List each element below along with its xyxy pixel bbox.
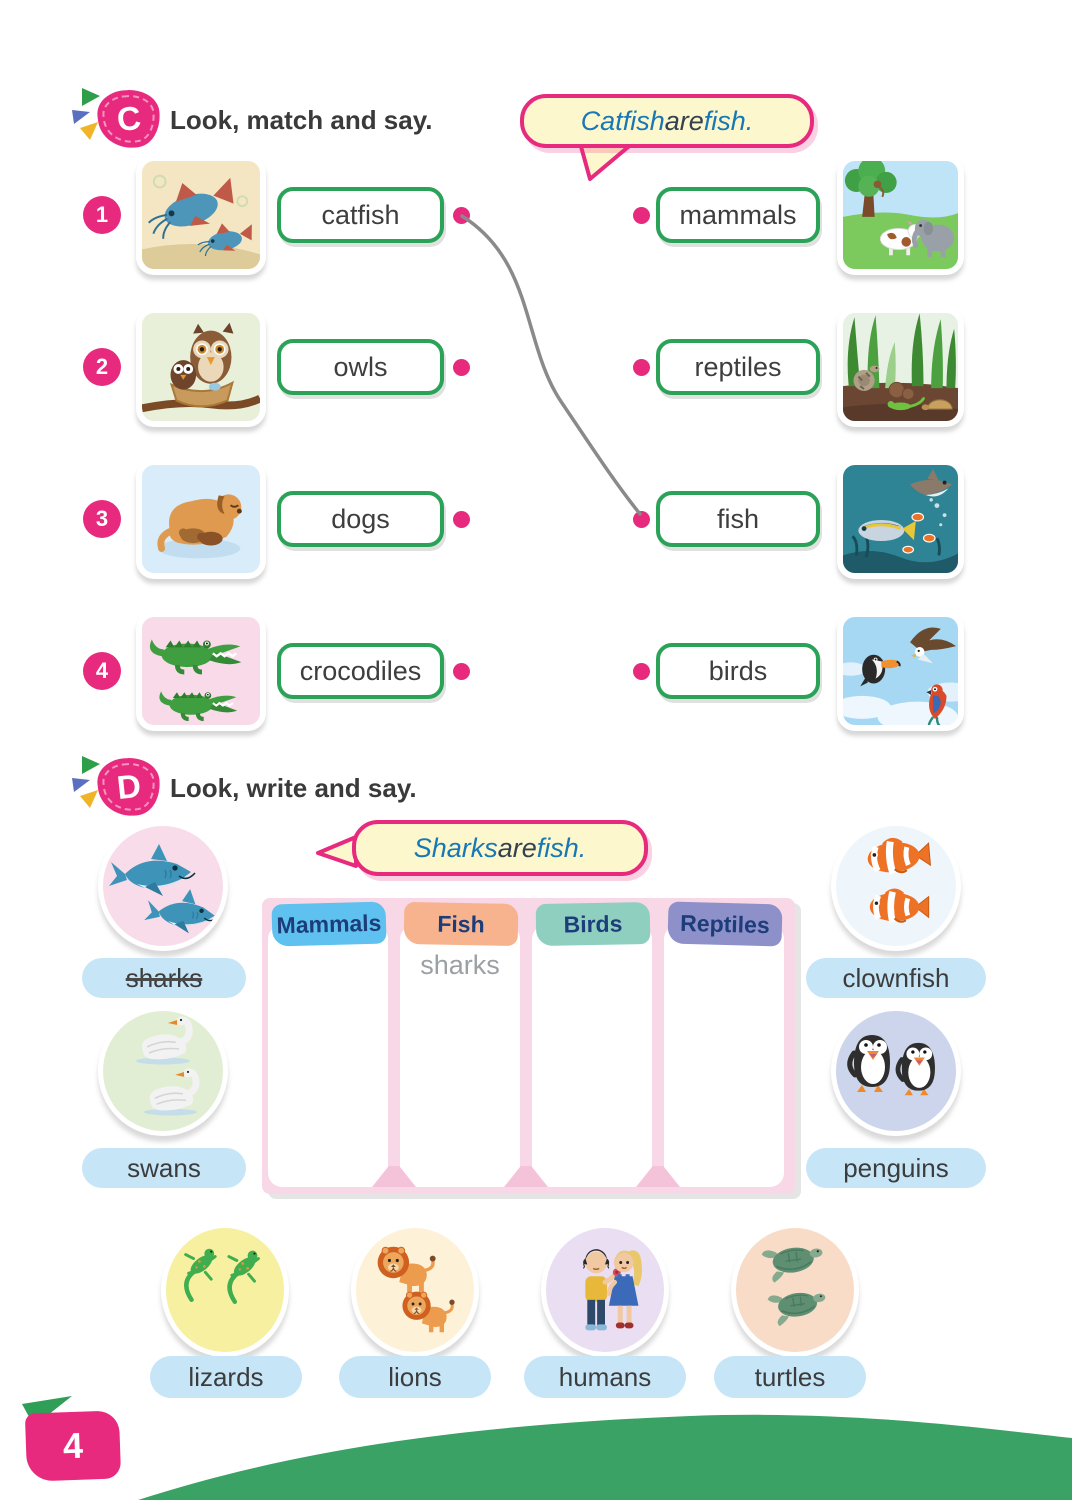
table-entry-sharks	[400, 950, 520, 981]
exercise-d-speech-bubble	[352, 820, 648, 876]
bubble-word: are	[664, 105, 704, 136]
table-column-reptiles[interactable]	[664, 925, 784, 1187]
table-header-label: Fish	[437, 910, 485, 937]
exercise-c-title: Look, match and say.	[170, 105, 433, 135]
bubble-word: fish.	[536, 832, 587, 863]
word-bank-label-used: sharks	[125, 962, 203, 993]
item-number-text: 3	[95, 506, 109, 531]
match-word-label: reptiles	[694, 351, 782, 382]
exercise-c-badge-letter: C	[115, 98, 143, 139]
item-number-text: 4	[95, 658, 109, 683]
match-word-label: dogs	[331, 503, 390, 534]
match-word-label: catfish	[321, 199, 400, 230]
word-bank-label: lions	[388, 1361, 442, 1392]
word-bank-label: clownfish	[842, 962, 950, 993]
table-header-label: Mammals	[276, 909, 382, 938]
bubble-word: Catfish	[580, 105, 665, 136]
table-header-label: Birds	[563, 909, 623, 938]
exercise-d-badge-letter: D	[115, 766, 143, 807]
table-column-mammals[interactable]	[268, 925, 388, 1187]
table-header-fish	[404, 902, 519, 946]
table-column-birds[interactable]	[532, 925, 652, 1187]
item-number-text: 2	[95, 354, 109, 379]
bubble-word: fish.	[703, 105, 754, 136]
page-number-badge	[25, 1410, 121, 1481]
table-header-birds	[536, 902, 651, 946]
match-word-label: crocodiles	[299, 655, 422, 686]
match-word-label: birds	[708, 655, 768, 686]
bubble-word: are	[497, 832, 537, 863]
word-bank-label: turtles	[754, 1361, 826, 1392]
table-header-mammals	[271, 902, 386, 947]
bubble-d-tail	[318, 837, 356, 866]
match-word-label: owls	[333, 351, 388, 382]
match-word-label: mammals	[679, 199, 797, 230]
page-number: 4	[62, 1424, 84, 1467]
table-header-label: Reptiles	[679, 909, 771, 938]
footer-wave	[138, 1415, 1072, 1500]
exercise-c-speech-bubble	[520, 94, 814, 148]
table-header-reptiles	[667, 902, 782, 947]
item-number-text: 1	[95, 202, 109, 227]
match-line-catfish-fish	[462, 216, 640, 514]
match-word-label: fish	[716, 503, 760, 534]
word-bank-label: penguins	[843, 1152, 949, 1183]
word-bank-label: swans	[127, 1152, 201, 1183]
exercise-d-title: Look, write and say.	[170, 773, 417, 803]
bubble-word: Sharks	[413, 832, 498, 863]
word-bank-label: lizards	[188, 1361, 264, 1392]
word-bank-label: humans	[558, 1361, 652, 1392]
table-entry-text: sharks	[420, 950, 500, 980]
